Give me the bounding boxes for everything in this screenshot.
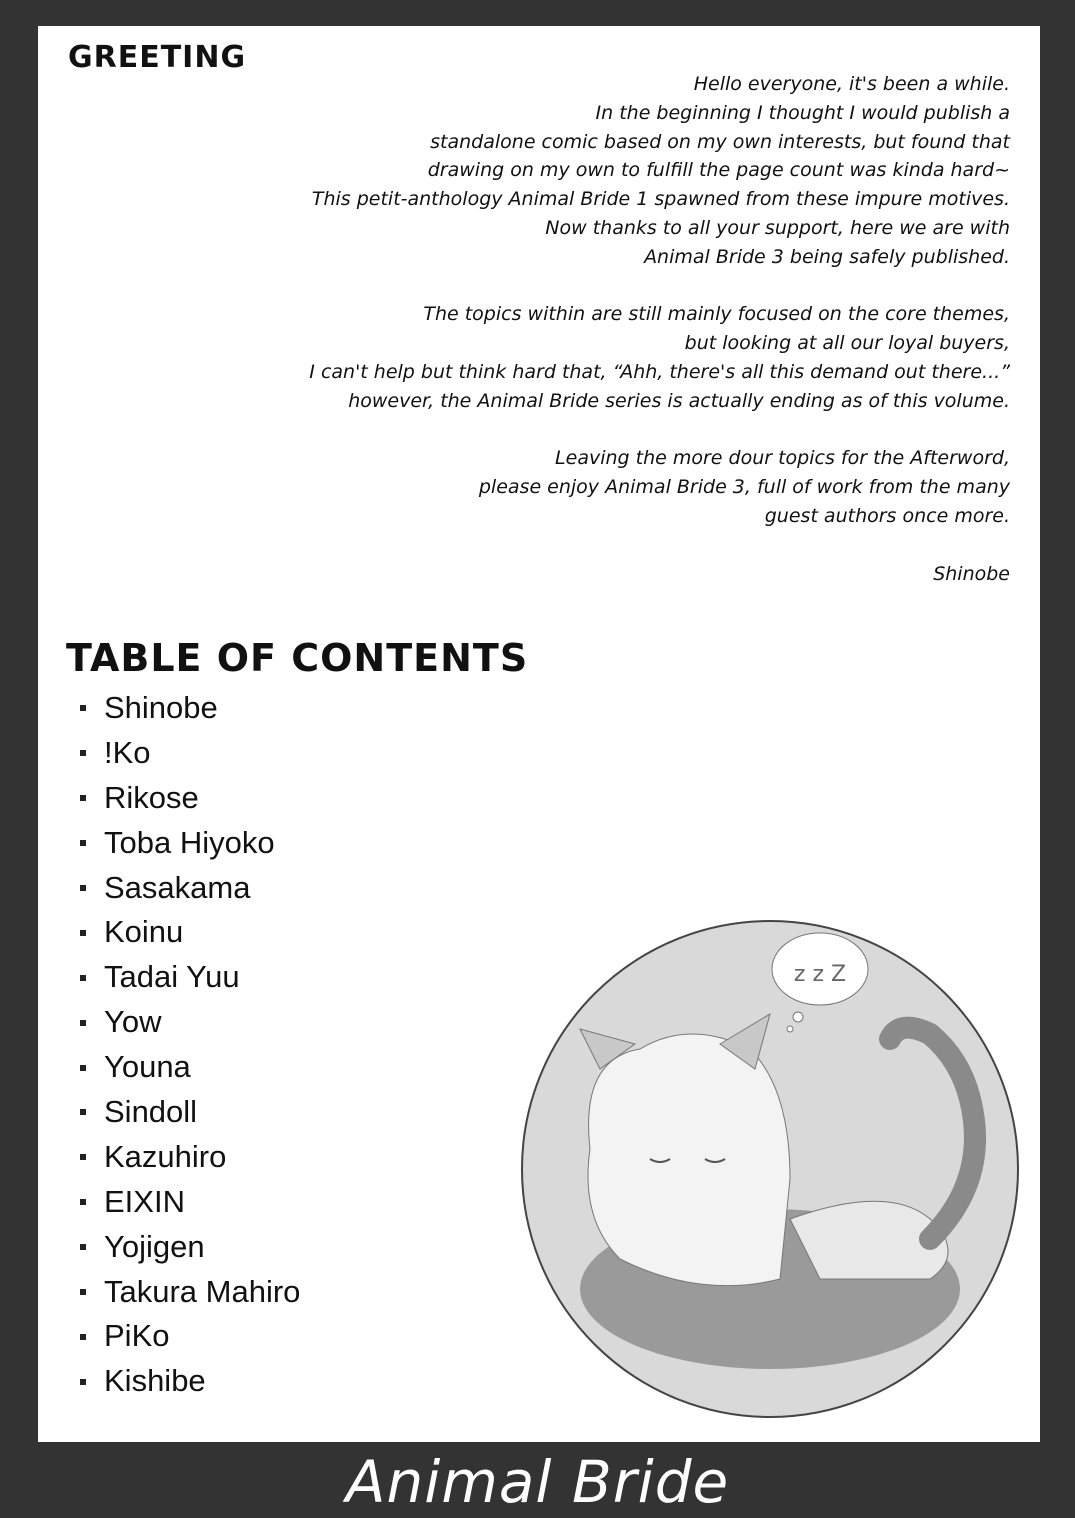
toc-item xyxy=(76,866,300,911)
greeting-spacer xyxy=(309,272,1010,301)
toc-item xyxy=(76,1180,300,1225)
sleep-zzz: z z Z xyxy=(793,962,847,987)
greeting-line: guest authors once more. xyxy=(764,504,1010,527)
greeting-line: The topics within are still mainly focused on the core themes, xyxy=(423,303,1010,326)
toc-item-label: Shinobe xyxy=(104,690,218,725)
toc-item xyxy=(76,1359,300,1404)
toc-title: TABLE OF CONTENTS xyxy=(66,636,529,680)
greeting-line: drawing on my own to fulfill the page count was kinda hard~ xyxy=(427,159,1010,182)
toc-item xyxy=(76,1225,300,1270)
toc-item-label: Sindoll xyxy=(104,1094,198,1130)
greeting-line: standalone comic based on my own interests, but found that xyxy=(430,130,1010,153)
bullet-icon xyxy=(80,1244,86,1250)
toc-item-label: Sasakama xyxy=(104,869,251,905)
toc-item-label: Rikose xyxy=(104,779,199,815)
greeting-body xyxy=(309,70,1010,588)
toc-item xyxy=(76,1090,300,1135)
greeting-line: Now thanks to all your support, here we are with xyxy=(545,216,1010,239)
toc-item-label: Youna xyxy=(104,1049,191,1085)
toc-item-label: Kishibe xyxy=(104,1363,206,1399)
toc-item-label: Yojigen xyxy=(104,1228,205,1264)
toc-item xyxy=(76,1000,300,1045)
toc-item xyxy=(76,1045,300,1090)
bullet-icon xyxy=(80,1334,86,1340)
bullet-icon xyxy=(80,1065,86,1071)
footer-title: Animal Bride xyxy=(345,1448,730,1516)
bullet-icon xyxy=(80,1289,86,1295)
toc-item-label: EIXIN xyxy=(104,1183,185,1219)
bullet-icon xyxy=(80,885,86,891)
bullet-icon xyxy=(80,1379,86,1385)
toc-item xyxy=(76,1270,300,1315)
greeting-line: In the beginning I thought I would publish a xyxy=(595,101,1010,124)
bullet-icon xyxy=(80,1109,86,1115)
toc-item xyxy=(76,1314,300,1359)
toc-item xyxy=(76,776,300,821)
greeting-spacer xyxy=(309,416,1010,445)
page-panel xyxy=(38,26,1040,1442)
toc-item-label: !Ko xyxy=(104,734,151,770)
toc-item xyxy=(76,821,300,866)
bullet-icon xyxy=(80,750,86,756)
greeting-line: Animal Bride 3 being safely published. xyxy=(644,245,1010,268)
toc-item xyxy=(76,910,300,955)
greeting-line: Hello everyone, it's been a while. xyxy=(693,73,1010,95)
bullet-icon xyxy=(80,705,86,711)
toc-item-label: Tadai Yuu xyxy=(104,959,240,995)
character-hair xyxy=(588,1034,790,1286)
greeting-line: however, the Animal Bride series is actually ending as of this volume. xyxy=(348,389,1010,412)
greeting-line: but looking at all our loyal buyers, xyxy=(684,332,1010,355)
toc-item-label: Koinu xyxy=(104,914,184,950)
toc-list xyxy=(76,686,300,1404)
toc-item xyxy=(76,731,300,776)
bullet-icon xyxy=(80,1154,86,1160)
greeting-line: Shinobe xyxy=(933,562,1010,585)
toc-item-label: Takura Mahiro xyxy=(104,1273,301,1309)
toc-item-label: PiKo xyxy=(104,1318,170,1354)
bullet-icon xyxy=(80,1199,86,1205)
bullet-icon xyxy=(80,840,86,846)
toc-item-label: Kazuhiro xyxy=(104,1138,227,1174)
toc-item-label: Toba Hiyoko xyxy=(104,824,275,860)
greeting-title: GREETING xyxy=(68,40,247,75)
greeting-spacer xyxy=(309,531,1010,560)
bullet-icon xyxy=(80,1020,86,1026)
toc-item xyxy=(76,955,300,1000)
toc-item xyxy=(76,686,300,731)
greeting-line: I can't help but think hard that, “Ahh, there's all this demand out there...” xyxy=(309,360,1010,383)
greeting-line: Leaving the more dour topics for the Afterword, xyxy=(555,447,1010,470)
sleeping-cat-girl-illustration xyxy=(520,919,1020,1419)
bullet-icon xyxy=(80,795,86,801)
toc-item-label: Yow xyxy=(104,1004,162,1040)
greeting-line: please enjoy Animal Bride 3, full of work from the many xyxy=(478,476,1010,499)
greeting-line: This petit-anthology Animal Bride 1 spawned from these impure motives. xyxy=(311,188,1010,211)
toc-item xyxy=(76,1135,300,1180)
bullet-icon xyxy=(80,975,86,981)
bullet-icon xyxy=(80,930,86,936)
